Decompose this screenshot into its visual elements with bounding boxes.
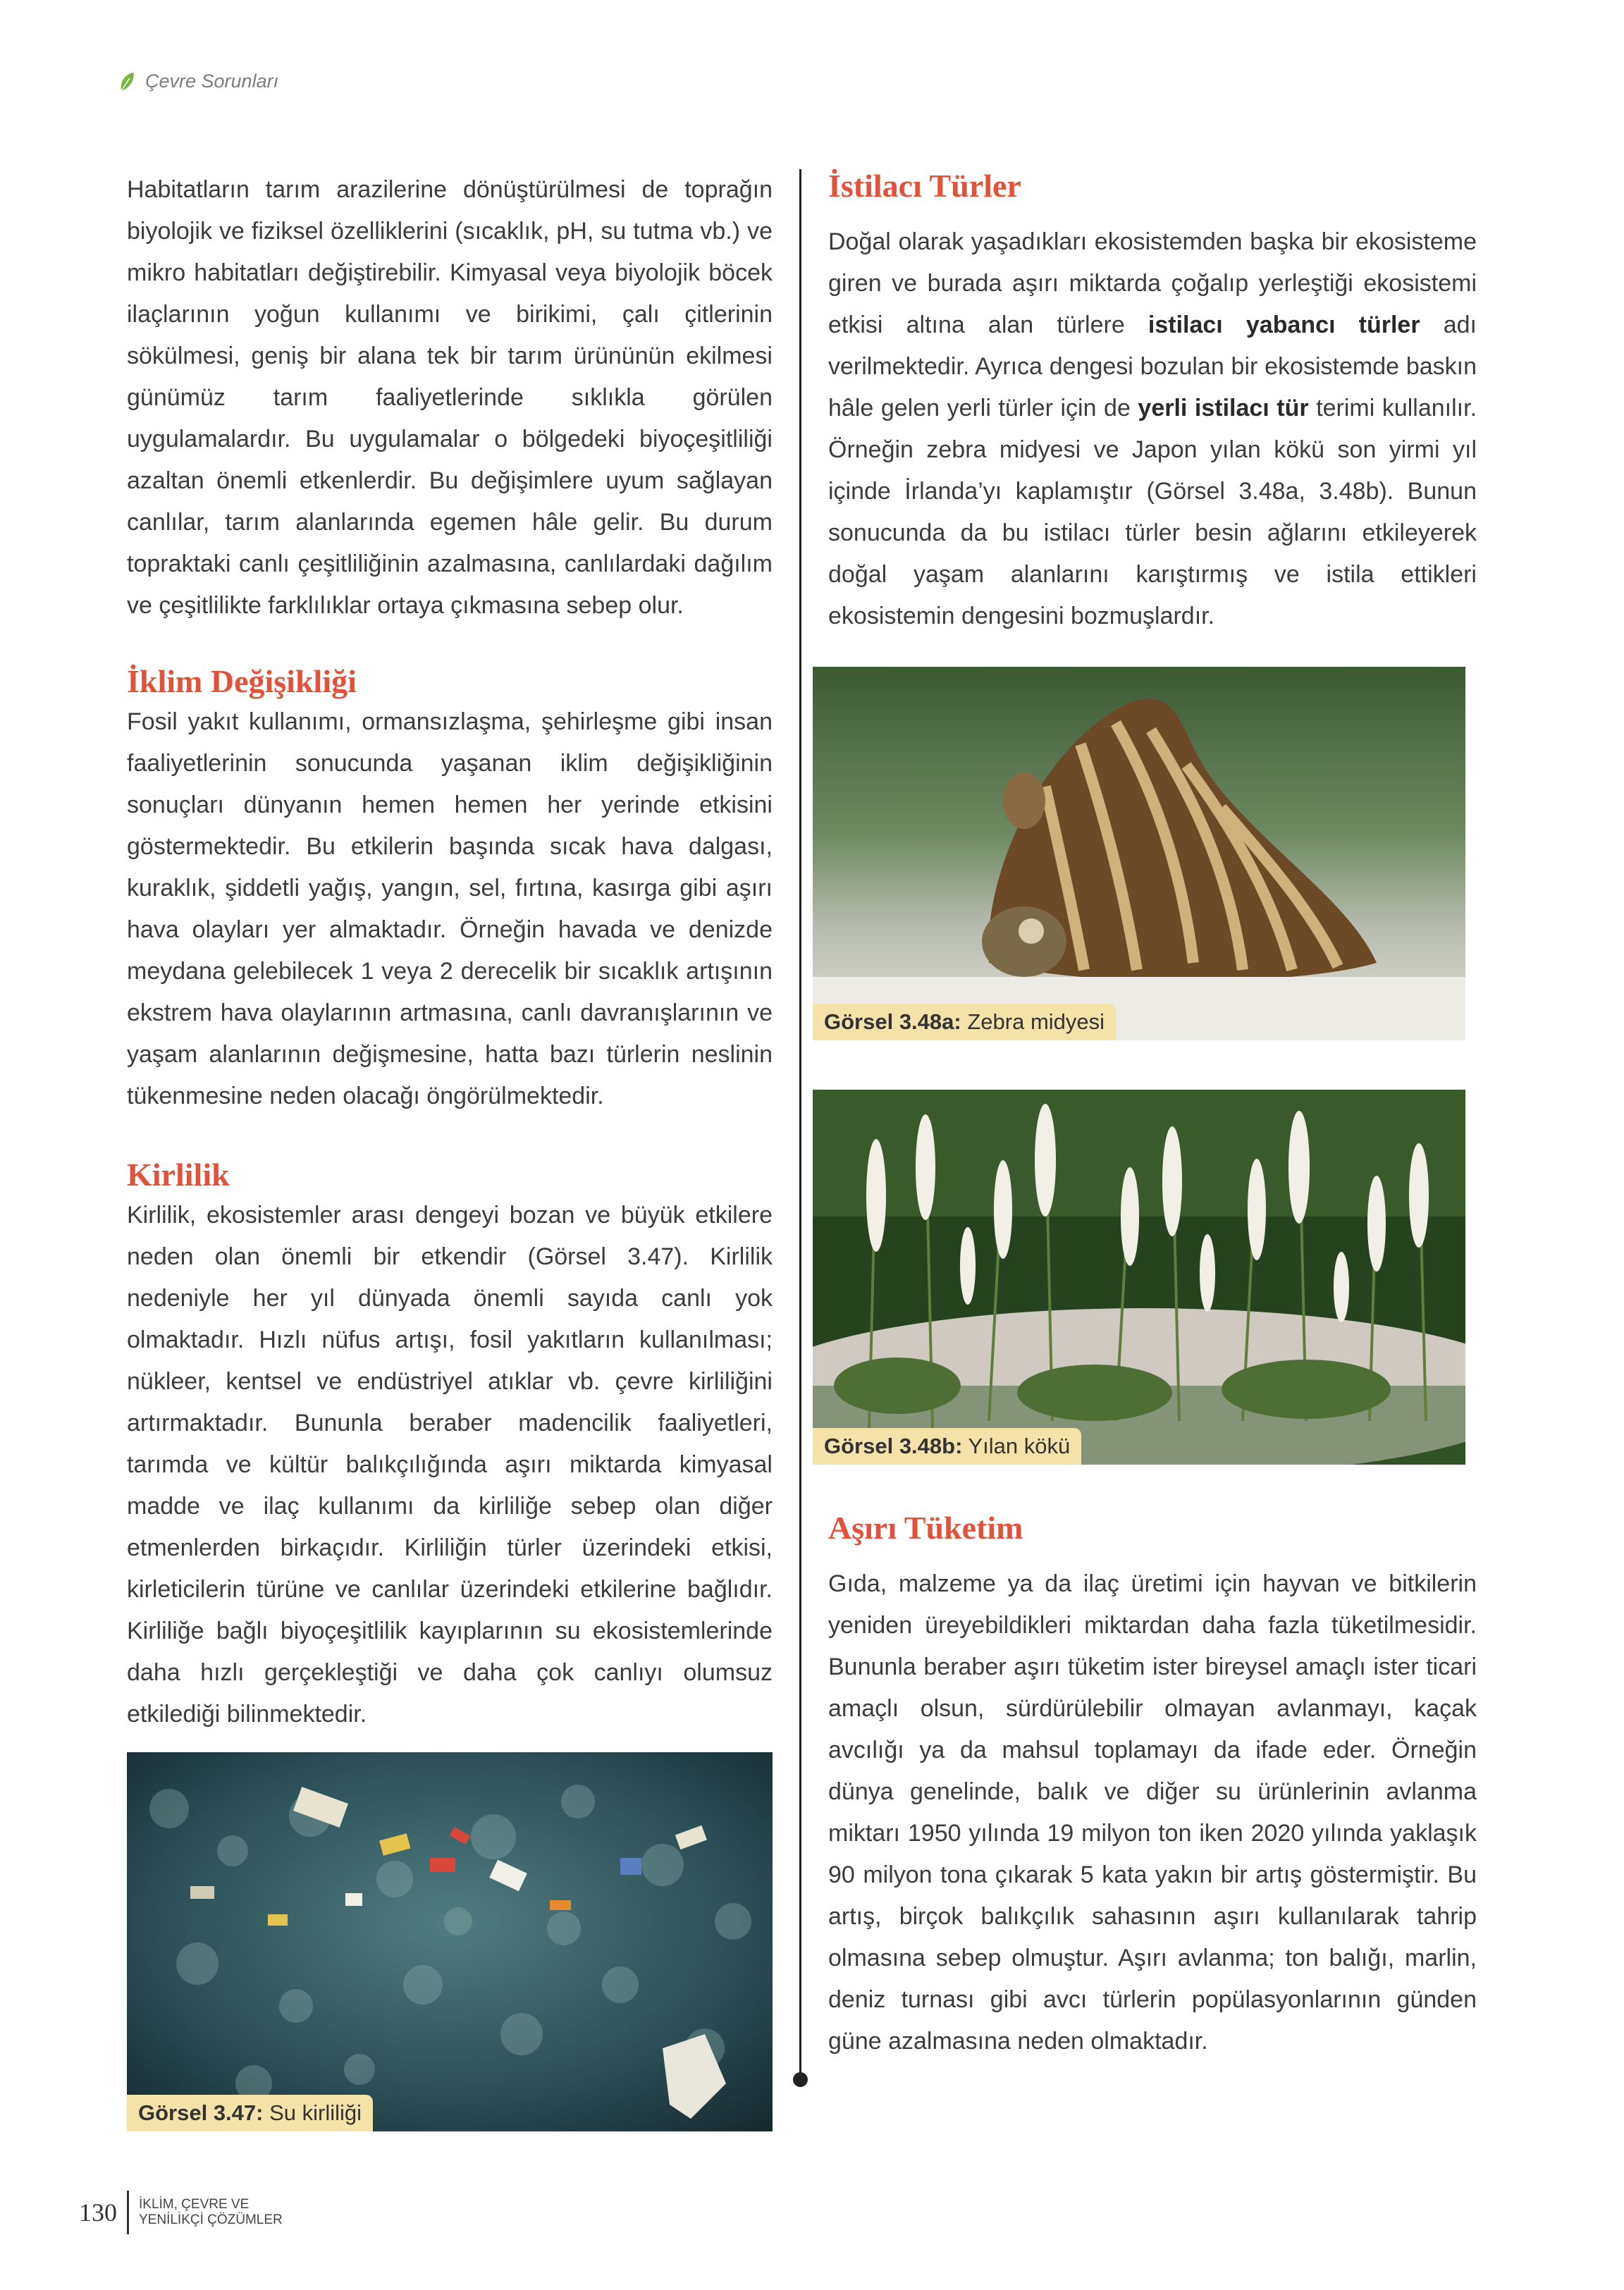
- chapter-title: Çevre Sorunları: [145, 70, 279, 92]
- figure-water-pollution: [127, 1752, 773, 2131]
- divider-end-dot: [793, 2072, 808, 2087]
- climate-heading: İklim Değişikliği: [127, 663, 357, 699]
- page-header: [118, 70, 278, 92]
- page-footer: [79, 2191, 283, 2234]
- caption-figure-348a: Görsel 3.48a: Zebra midyesi: [813, 1004, 1116, 1040]
- figure-zebra-mussel: [813, 667, 1465, 1040]
- water-pollution-image: [127, 1752, 773, 2131]
- intro-paragraph: Habitatların tarım arazilerine dönüştürülmesi de toprağın biyolojik ve fiziksel özelliklerini (sıcaklık, pH, su tutma vb.) ve mikro habitatları değiştirebilir. Kimyasal veya biyolojik böcek ilaçlarının yoğun kullanımı ve birikimi, çalı çitlerinin sökülmesi, geniş bir alana tek bir tarım ürününün ekilmesi günümüz tarım faaliyetlerinde sıklıkla görülen uygulamalardır. Bu uygulamalar o bölgedeki biyoçeşitliliği azaltan önemli etkenlerdir. Bu değişimlere uyum sağlayan canlılar, tarım alanlarında egemen hâle gelir. Bu durum topraktaki canlı çeşitliliğinin azalmasına, canlılardaki dağılım ve çeşitlilikte farklılıklar ortaya çıkmasına sebep olur.: [127, 176, 773, 619]
- figure-snakeroot: [813, 1090, 1465, 1465]
- term-invasive-alien: istilacı yabancı türler: [1148, 312, 1420, 338]
- term-native-invasive: yerli istilacı tür: [1138, 395, 1309, 421]
- footer-divider: [127, 2191, 129, 2234]
- overuse-heading: Aşırı Tüketim: [828, 1510, 1023, 1546]
- caption-figure-347: Görsel 3.47: Su kirliliği: [127, 2095, 373, 2131]
- leaf-icon: [118, 71, 135, 92]
- pollution-paragraph: Kirlilik, ekosistemler arası dengeyi bozan ve büyük etkilere neden olan önemli bir etkendir (Görsel 3.47). Kirlilik nedeniyle her yıl dünyada önemli sayıda canlı yok olmaktadır. Hızlı nüfus artışı, fosil yakıtların kullanılması; nükleer, kentsel ve endüstriyel atıklar vb. çevre kirliliğini artırmaktadır. Bununla beraber madencilik faaliyetleri, tarımda ve kültür balıkçılığında aşırı miktarda kimyasal madde ve ilaç kullanımı da kirliliğe sebep olan diğer etmenlerden birkaçıdır. Kirliliğin türler üzerindeki etkisi, kirleticilerin türüne ve canlılar üzerindeki etkilerine bağlıdır. Kirliliğe bağlı biyoçeşitlilik kayıplarının su ekosistemlerinde daha hızlı gerçekleştiği ve daha çok canlıyı olumsuz etkilediği bilinmektedir.: [127, 1202, 773, 1728]
- book-title: İKLİM, ÇEVRE VE YENİLİKÇİ ÇÖZÜMLER: [139, 2197, 283, 2227]
- invasive-heading: İstilacı Türler: [828, 168, 1021, 204]
- climate-paragraph: Fosil yakıt kullanımı, ormansızlaşma, şehirleşme gibi insan faaliyetlerinin sonucunda yaşanan iklim değişikliğinin sonuçları dünyanın hemen hemen her yerinde etkisini göstermektedir. Bu etkilerin başında sıcak hava dalgası, kuraklık, şiddetli yağış, yangın, sel, fırtına, kasırga gibi aşırı hava olayları yer almaktadır. Örneğin havada ve denizde meydana gelebilecek 1 veya 2 derecelik bir sıcaklık artışının ekstrem hava olaylarının artmasına, canlı davranışlarının ve yaşam alanlarının değişmesine, hatta bazı türlerin neslinin tükenmesine neden olacağı öngörülmektedir.: [127, 708, 773, 1109]
- page-number: 130: [79, 2198, 117, 2227]
- zebra-mussel-image: [813, 667, 1465, 1040]
- left-column: [127, 169, 773, 1735]
- caption-figure-348b: Görsel 3.48b: Yılan kökü: [813, 1428, 1081, 1465]
- right-column-bottom: [828, 1508, 1477, 2062]
- overuse-paragraph: Gıda, malzeme ya da ilaç üretimi için hayvan ve bitkilerin yeniden üreyebildikleri miktardan daha fazla tüketilmesidir. Bununla beraber aşırı tüketim ister bireysel amaçlı ister ticari amaçlı olsun, sürdürülebilir olmayan avlanmayı, kaçak avcılığı ya da mahsul toplamayı da ifade eder. Örneğin dünya genelinde, balık ve diğer su ürünlerinin avlanma miktarı 1950 yılında 19 milyon ton iken 2020 yılında yaklaşık 90 milyon tona çıkarak 5 kata yakın bir artış göstermiştir. Bu artış, birçok balıkçılık sahasının aşırı kullanılarak tahrip olmasına sebep olmuştur. Aşırı avlanma; ton balığı, marlin, deniz turnası gibi avcı türlerin popülasyonlarının günden güne azalmasına neden olmaktadır.: [828, 1570, 1477, 2055]
- snakeroot-image: [813, 1090, 1465, 1465]
- invasive-paragraph: Doğal olarak yaşadıkları ekosistemden başka bir ekosisteme giren ve burada aşırı miktarda çoğalıp yerleştiği ekosistemi etkisi altına alan türlere istilacı yabancı türler adı verilmektedir. Ayrıca dengesi bozulan bir ekosistemde baskın hâle gelen yerli türler için de yerli istilacı tür terimi kullanılır. Örneğin zebra midyesi ve Japon yılan kökü son yirmi yıl içinde İrlanda’yı kaplamıştır (Görsel 3.48a, 3.48b). Bunun sonucunda da bu istilacı türler besin ağlarını etkileyerek doğal yaşam alanlarını karıştırmış ve istila ettikleri ekosistemin dengesini bozmuşlardır.: [828, 228, 1477, 629]
- column-divider: [799, 169, 801, 2079]
- pollution-heading: Kirlilik: [127, 1157, 230, 1193]
- right-column-top: [828, 169, 1477, 637]
